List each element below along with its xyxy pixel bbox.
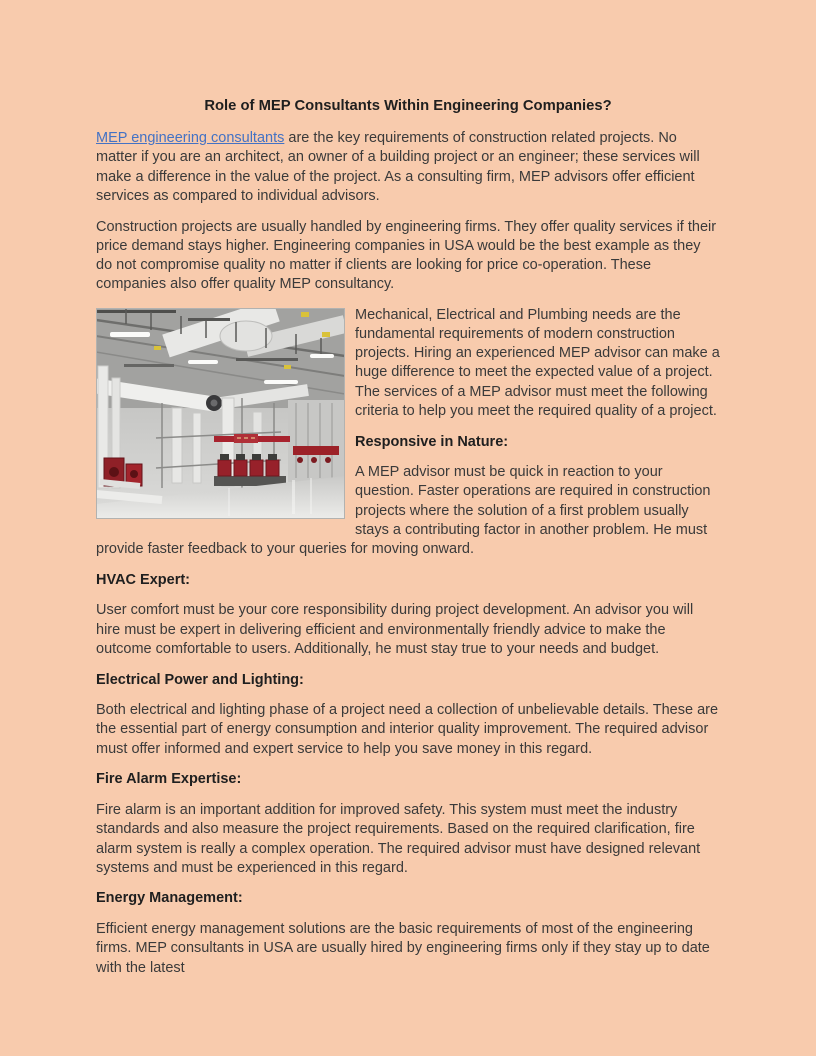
mechanical-plant-room-photo	[96, 308, 345, 519]
heading-responsive-in-nature: Responsive in Nature:	[355, 433, 509, 450]
intro-paragraph-text: are the key requirements of construction related projects. No matter if you are an architect, an owner of a building project or an engineer; these services will make a difference in the value of the project. As a consulting firm, MEP advisors offer efficient services as compared to individual advisors.	[96, 130, 700, 204]
mep-needs-paragraph: Mechanical, Electrical and Plumbing needs are the fundamental requirements of modern construction projects. Hiring an experienced MEP advisor can make a huge difference to meet the expected value of a project. The services of a MEP advisor must meet the following criteria to help you meet the required quality of a project.	[355, 306, 720, 419]
hvac-paragraph: User comfort must be your core responsibility during project development. An advisor you will hire must be expert in delivering efficient and environmentally friendly advice to make the outcome comfortable to users. Additionally, he must stay true to your needs and budget.	[96, 602, 694, 657]
mechanical-room-illustration	[96, 308, 345, 519]
intro-paragraph	[96, 129, 720, 206]
responsive-paragraph: A MEP advisor must be quick in reaction to your question. Faster operations are required in construction projects where the solution of a first problem usually stays a contributing factor in another problem. He must provide faster feedback to your queries for moving onward.	[96, 464, 711, 558]
heading-electrical-power-lighting: Electrical Power and Lighting:	[96, 671, 304, 688]
fire-alarm-paragraph: Fire alarm is an important addition for improved safety. This system must meet the industry standards and also measure the project requirements. Based on the required clarification, fire alarm system is really a complex operation. The required advisor must have designed relevant systems and must be experienced in this regard.	[96, 802, 701, 876]
construction-paragraph: Construction projects are usually handled by engineering firms. They offer quality services if their price demand stays higher. Engineering companies in USA would be the best example as they do not compromise quality no matter if clients are looking for price co-operation. These companies also offer quality MEP consultancy.	[96, 218, 717, 293]
heading-hvac-expert: HVAC Expert:	[96, 571, 190, 588]
heading-energy-management: Energy Management:	[96, 890, 243, 907]
heading-fire-alarm-expertise: Fire Alarm Expertise:	[96, 771, 242, 788]
energy-management-paragraph: Efficient energy management solutions are the basic requirements of most of the engineering firms. MEP consultants in USA are usually hired by engineering firms only if they stay up to date with the latest	[96, 921, 710, 976]
document-content	[96, 97, 720, 989]
electrical-paragraph: Both electrical and lighting phase of a project need a collection of unbelievable details. These are the essential part of energy consumption and interior quality improvement. The required advisor must offer informed and expert service to help you save money in this regard.	[96, 702, 719, 757]
mep-consultants-link[interactable]: MEP engineering consultants	[96, 130, 285, 147]
page-title: Role of MEP Consultants Within Engineering Companies?	[204, 98, 612, 114]
